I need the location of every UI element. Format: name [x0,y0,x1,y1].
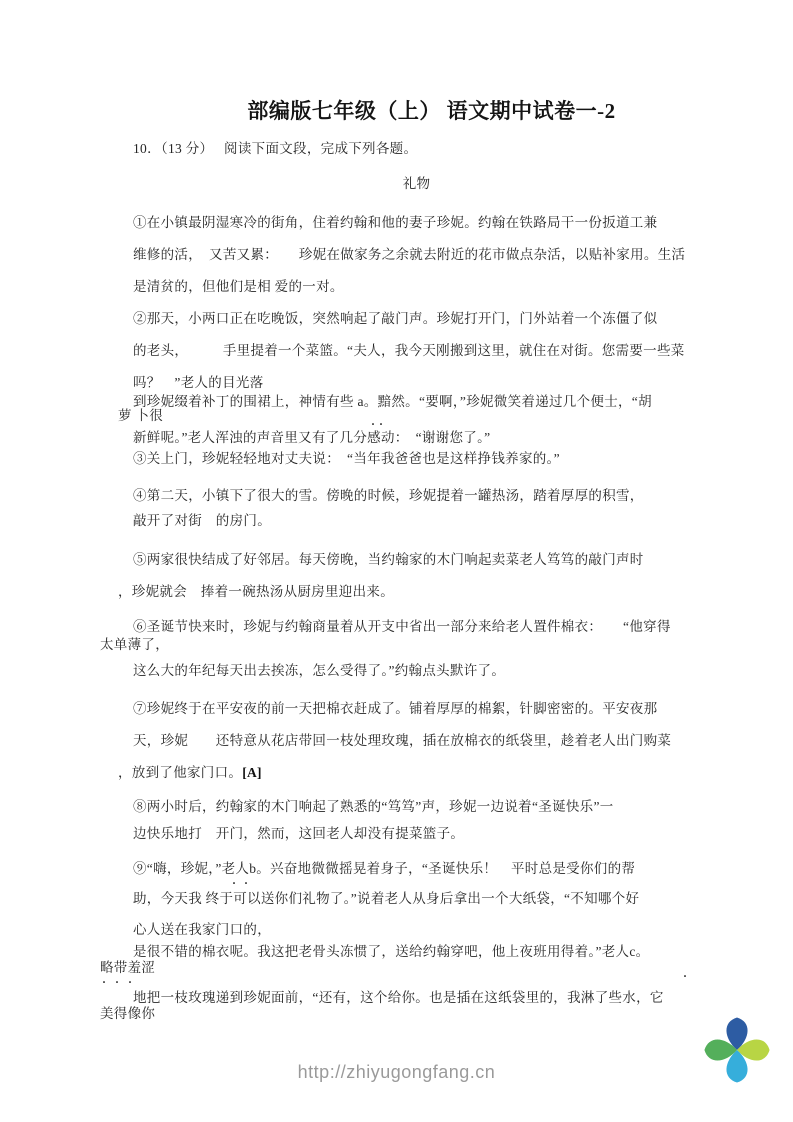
text-line: ①在小镇最阴湿寒冷的街角，住着约翰和他的妻子珍妮。约翰在铁路局干一份扳道工兼 [133,215,658,230]
text-line: ④第二天，小镇下了很大的雪。傍晚的时候，珍妮提着一罐热汤，踏着厚厚的积雪， [133,488,644,503]
text-line: 敲开了对街 的房门。 [133,513,271,528]
emphasis-dots: ·· [232,876,257,890]
text-line: 到珍妮缀着补丁的围裙上，神情有些 a。黯然。“要啊，”珍妮微笑着递过几个便士，“胡 [133,394,652,409]
text-line: 美得像你 [100,1006,156,1021]
text-line: 这么大的年纪每天出去挨冻，怎么受得了。”约翰点头默许了。 [133,663,506,678]
text-line: 助，今天我 终于可以送你们礼物了。”说着老人从身后拿出一个大纸袋，“不知哪个好 [133,891,640,906]
text-line: ⑨“嗨，珍妮，”老人b。兴奋地微微摇晃着身子，“圣诞快乐！ 平时总是受你们的帮 [133,861,636,876]
text-line: ⑤两家很快结成了好邻居。每天傍晚，当约翰家的木门响起卖菜老人笃笃的敲门声时 [133,552,644,567]
site-logo-icon [700,1010,774,1090]
text-line: 新鲜呢。”老人浑浊的声音里又有了几分感动： “谢谢您了。” [133,430,491,445]
text-line: ⑥圣诞节快来时，珍妮与约翰商量着从开支中省出一部分来给老人置件棉衣： “他穿得 [133,619,671,634]
text-line: 心人送在我家门口的， [133,922,271,937]
text-line: 太单薄了， [100,637,169,652]
emphasis-dots: ··· [102,975,142,989]
text-line: 是清贫的，但他们是相 爱的一对。 [133,279,344,294]
text-line: ⑧两小时后，约翰家的木门响起了熟悉的“笃笃”声，珍妮一边说着“圣诞快乐”一 [133,799,614,814]
text-line: ，珍妮就会 捧着一碗热汤从厨房里迎出来。 [118,584,394,599]
text-line: 略带羞涩 [100,960,156,975]
text-line: 萝 卜很 [118,408,164,423]
text-line: ②那天，小两口正在吃晚饭，突然响起了敲门声。珍妮打开门，门外站着一个冻僵了似 [133,311,658,326]
text-line: 地把一枝玫瑰递到珍妮面前，“还有，这个给你。也是插在这纸袋里的，我淋了些水，它 [133,990,664,1005]
text-line: ⑦珍妮终于在平安夜的前一天把棉衣赶成了。铺着厚厚的棉絮，针脚密密的。平安夜那 [133,701,658,716]
text-line: 的老头， 手里提着一个菜篮。“夫人，我今天刚搬到这里，就住在对街。您需要一些菜 [133,343,685,358]
text-line: 10．（13 分） 阅读下面文段，完成下列各题。 [133,141,418,156]
emphasis-dots: ·· [371,417,388,431]
text-line: 是很不错的棉衣呢。我这把老骨头冻惯了，送给约翰穿吧，他上夜班用得着。”老人c。 [133,944,650,959]
text-line: ，放到了他家门口。[A] [118,765,262,780]
text-line: 吗？ ”老人的目光落 [133,375,264,390]
text-line: ③关上门，珍妮轻轻地对丈夫说： “当年我爸爸也是这样挣钱养家的。” [133,451,560,466]
text-line: 礼物 [402,176,431,191]
page-title: 部编版七年级（上） 语文期中试卷一-2 [247,99,616,123]
footer-url: http://zhiyugongfang.cn [297,1062,496,1082]
bold-marker: [A] [242,765,262,780]
text-line: 天，珍妮 还特意从花店带回一枝处理玫瑰，插在放棉衣的纸袋里，趁着老人出门购菜 [133,733,672,748]
text-line: 维修的活， 又苦又累： 珍妮在做家务之余就去附近的花市做点杂活，以贴补家用。生活 [133,247,686,262]
emphasis-dots: · [683,969,696,983]
text-line: 边快乐地打 开门，然而，这回老人却没有提菜篮子。 [133,826,465,841]
